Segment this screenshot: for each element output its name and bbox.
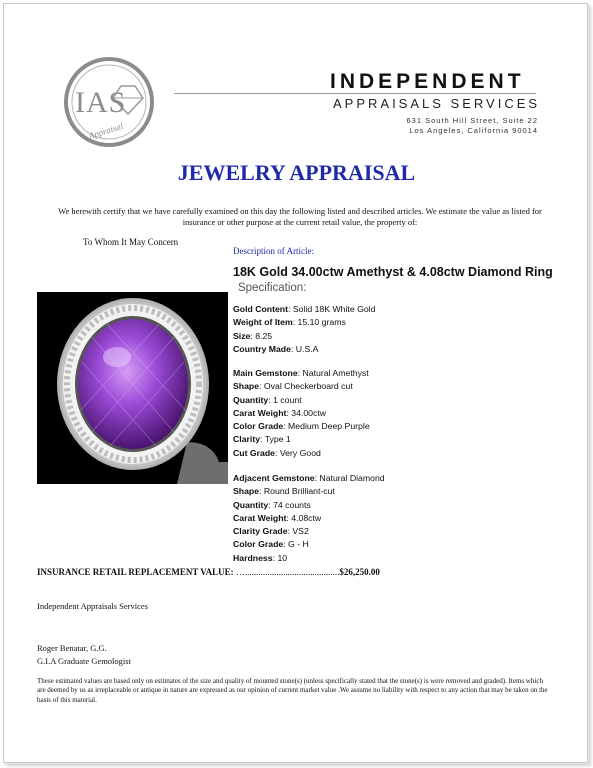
specification-label: Specification:	[238, 282, 307, 294]
spec-main-gemstone: Main Gemstone: Natural Amethyst	[233, 368, 369, 378]
company-name: INDEPENDENT	[330, 70, 525, 93]
insurance-value-line	[37, 567, 380, 577]
spec-adj-clarity: Clarity Grade: VS2	[233, 526, 309, 537]
address-line-1: 631 South Hill Street, Suite 22	[406, 116, 538, 125]
footer-company: Independent Appraisals Services	[37, 601, 148, 611]
spec-weight: Weight of Item: 15.10 grams	[233, 317, 346, 328]
spec-country: Country Made: U.S.A	[233, 343, 319, 354]
insurance-dots: …..........................................	[235, 567, 340, 577]
logo-ring-text: Appraisal	[87, 120, 125, 142]
spec-main-shape: Shape: Oval Checkerboard cut	[233, 381, 353, 392]
spec-main-clarity: Clarity: Type 1	[233, 434, 291, 445]
ias-logo	[63, 56, 155, 148]
spec-adj-carat: Carat Weight: 4.08ctw	[233, 512, 322, 523]
spec-main-color: Color Grade: Medium Deep Purple	[233, 421, 370, 432]
article-title: 18K Gold 34.00ctw Amethyst & 4.08ctw Diamond Ring	[233, 265, 553, 279]
spec-adj-color: Color Grade: G - H	[233, 539, 309, 550]
recipient: To Whom It May Concern	[83, 237, 179, 247]
company-subtitle: APPRAISALS SERVICES	[333, 96, 541, 111]
specs-general	[233, 303, 375, 356]
spec-gold-content: Gold Content: Solid 18K White Gold	[233, 304, 376, 314]
logo-text: IAS	[75, 86, 127, 119]
spec-main-quantity: Quantity: 1 count	[233, 394, 302, 405]
specs-adjacent-gemstone	[233, 472, 385, 565]
ring-photo	[37, 292, 228, 484]
disclaimer: These estimated values are based only on estimates of the size and quality of mounted stone(s) (unless specifically stated that the stone(s) is were removed and graded). Items which are deemed by us as irreplaceable or antique in nature are expressed as our opinion of current market value .We assume no liability with respect to any action that may be taken on the basis of this material.	[37, 677, 548, 704]
spec-adj-hardness: Hardness: 10	[233, 552, 288, 563]
certification-text: We herewith certify that we have carefully examined on this day the following listed and described articles. We estimate the value as listed for insurance or other purpose at the current retail value, the property of:	[58, 206, 542, 227]
page-title: JEWELRY APPRAISAL	[177, 160, 416, 185]
signer-title: G.I.A Graduate Gemologist	[37, 656, 131, 666]
spec-adj-quantity: Quantity: 74 counts	[233, 499, 311, 510]
signer-name: Roger Benatar, G.G.	[37, 643, 107, 653]
address-line-2: Los Angeles, California 90014	[409, 126, 538, 135]
spec-adj-shape: Shape: Round Brilliant-cut	[233, 486, 335, 497]
specs-main-gemstone	[233, 367, 370, 460]
insurance-label: INSURANCE RETAIL REPLACEMENT VALUE:	[37, 567, 234, 577]
spec-adj-gemstone: Adjacent Gemstone: Natural Diamond	[233, 473, 385, 483]
header-divider	[174, 93, 536, 94]
description-label: Description of Article:	[233, 246, 314, 256]
insurance-amount: $26,250.00	[339, 567, 380, 577]
spec-main-cut: Cut Grade: Very Good	[233, 447, 321, 458]
spec-main-carat: Carat Weight: 34.00ctw	[233, 407, 327, 418]
spec-size: Size: 8.25	[233, 330, 273, 341]
